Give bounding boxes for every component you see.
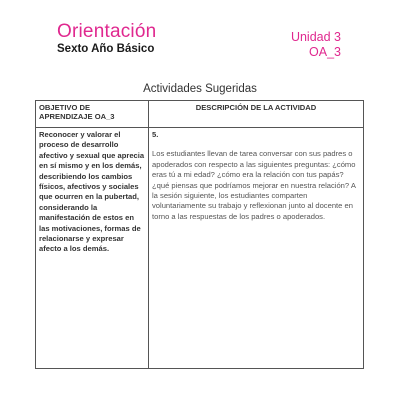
activity-number: 5. <box>152 130 159 139</box>
section-title: Actividades Sugeridas <box>143 83 257 95</box>
activity-description: Los estudiantes llevan de tarea conversar con sus padres o apoderados con respecto a las siguientes preguntas: ¿cómo eras tú a mi edad? ¿cómo era la relación con tus papás? ¿qué piensas que podríamos mejorar en nuestra relación? A la sesión siguiente, los estudiantes comparten voluntariamente su trabajo y reflexionan junto al docente en torno a las respuestas de los padres o apoderados. <box>152 149 356 221</box>
activities-table <box>35 100 364 369</box>
grade-subtitle: Sexto Año Básico <box>57 43 155 55</box>
oa-label: OA_3 <box>309 45 341 59</box>
table-row <box>36 128 364 369</box>
objective-cell: Reconocer y valorar el proceso de desarrollo afectivo y sexual que aprecia en sí mismo y en los demás, describiendo los cambios físicos, afectivos y sociales que ocurren en la pubertad, considerando la manifestación de estos en las motivaciones, formas de relacionarse y expresar afecto a los demás. <box>36 128 149 369</box>
unit-label: Unidad 3 <box>290 30 341 44</box>
page-title: Orientación <box>57 21 157 42</box>
objective-column-header: OBJETIVO DE APRENDIZAJE OA_3 <box>36 101 149 128</box>
activity-cell <box>149 128 364 369</box>
description-column-header: DESCRIPCIÓN DE LA ACTIVIDAD <box>149 101 364 128</box>
table-header-row <box>36 101 364 128</box>
